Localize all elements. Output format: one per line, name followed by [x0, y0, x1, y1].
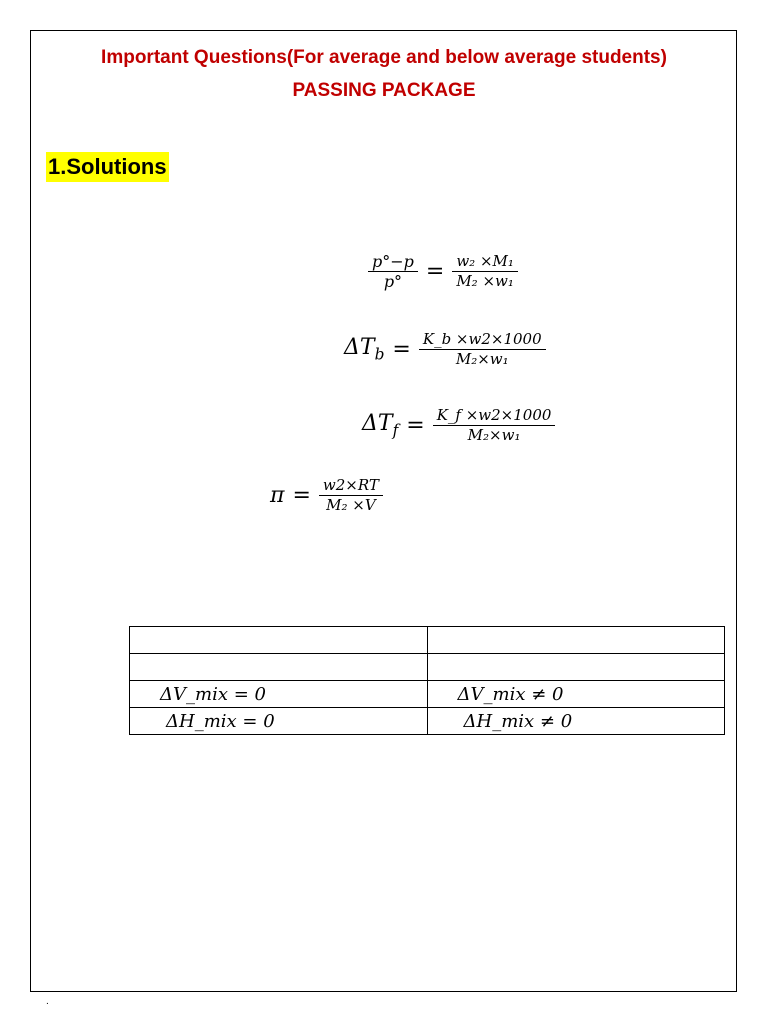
table-cell: [427, 627, 725, 654]
boiling-rhs-numerator: K_b ×w2×1000: [419, 330, 546, 350]
osmotic-rhs-numerator: w2×RT: [319, 476, 383, 496]
table-row: [130, 654, 725, 681]
page-title: Important Questions(For average and below average students): [101, 47, 667, 68]
raoult-rhs-numerator: w₂ ×M₁: [452, 252, 518, 272]
raoult-equation: [368, 252, 518, 291]
table-row: [130, 681, 725, 708]
boiling-rhs-fraction: [419, 330, 546, 369]
boiling-rhs-denominator: M₂×w₁: [455, 350, 509, 368]
freezing-lhs-subscript: f: [392, 421, 399, 440]
section-heading: 1.Solutions: [46, 152, 169, 182]
delta-v-nonideal: ΔV_mix ≠ 0: [457, 683, 564, 705]
footer-mark: .: [46, 996, 49, 1007]
equals-sign: =: [392, 337, 411, 362]
equals-sign: =: [425, 259, 445, 284]
table-cell: [130, 654, 428, 681]
osmotic-equation: [270, 476, 383, 515]
boiling-equation: [344, 330, 546, 369]
table-cell: [427, 654, 725, 681]
page-subtitle: PASSING PACKAGE: [292, 80, 476, 101]
freezing-rhs-numerator: K_f ×w2×1000: [433, 406, 556, 426]
osmotic-rhs-denominator: M₂ ×V: [326, 496, 376, 514]
osmotic-lhs: π: [270, 483, 285, 508]
comparison-table: [129, 626, 725, 735]
table-cell: [130, 627, 428, 654]
table-cell: [427, 681, 725, 708]
freezing-rhs-denominator: M₂×w₁: [467, 426, 521, 444]
delta-h-nonideal: ΔH_mix ≠ 0: [463, 710, 573, 732]
equals-sign: =: [406, 413, 425, 438]
table-cell: [427, 708, 725, 735]
freezing-lhs: [362, 411, 398, 439]
freezing-equation: [362, 406, 555, 445]
raoult-rhs-fraction: [452, 252, 518, 291]
delta-v-ideal: ΔV_mix = 0: [160, 683, 266, 705]
boiling-lhs-symbol: ΔT: [344, 335, 375, 361]
raoult-lhs-fraction: [368, 252, 418, 291]
table-cell: [130, 681, 428, 708]
osmotic-rhs-fraction: [319, 476, 383, 515]
table-cell: [130, 708, 428, 735]
freezing-rhs-fraction: [433, 406, 556, 445]
boiling-lhs: [344, 335, 384, 363]
raoult-rhs-denominator: M₂ ×w₁: [456, 272, 514, 290]
raoult-lhs-numerator: p°−p: [368, 252, 418, 272]
raoult-lhs-denominator: p°: [383, 272, 403, 291]
equals-sign: =: [292, 483, 311, 508]
delta-h-ideal: ΔH_mix = 0: [166, 710, 275, 732]
table-row: [130, 627, 725, 654]
boiling-lhs-subscript: b: [374, 345, 385, 364]
freezing-lhs-symbol: ΔT: [362, 411, 393, 437]
table-row: [130, 708, 725, 735]
